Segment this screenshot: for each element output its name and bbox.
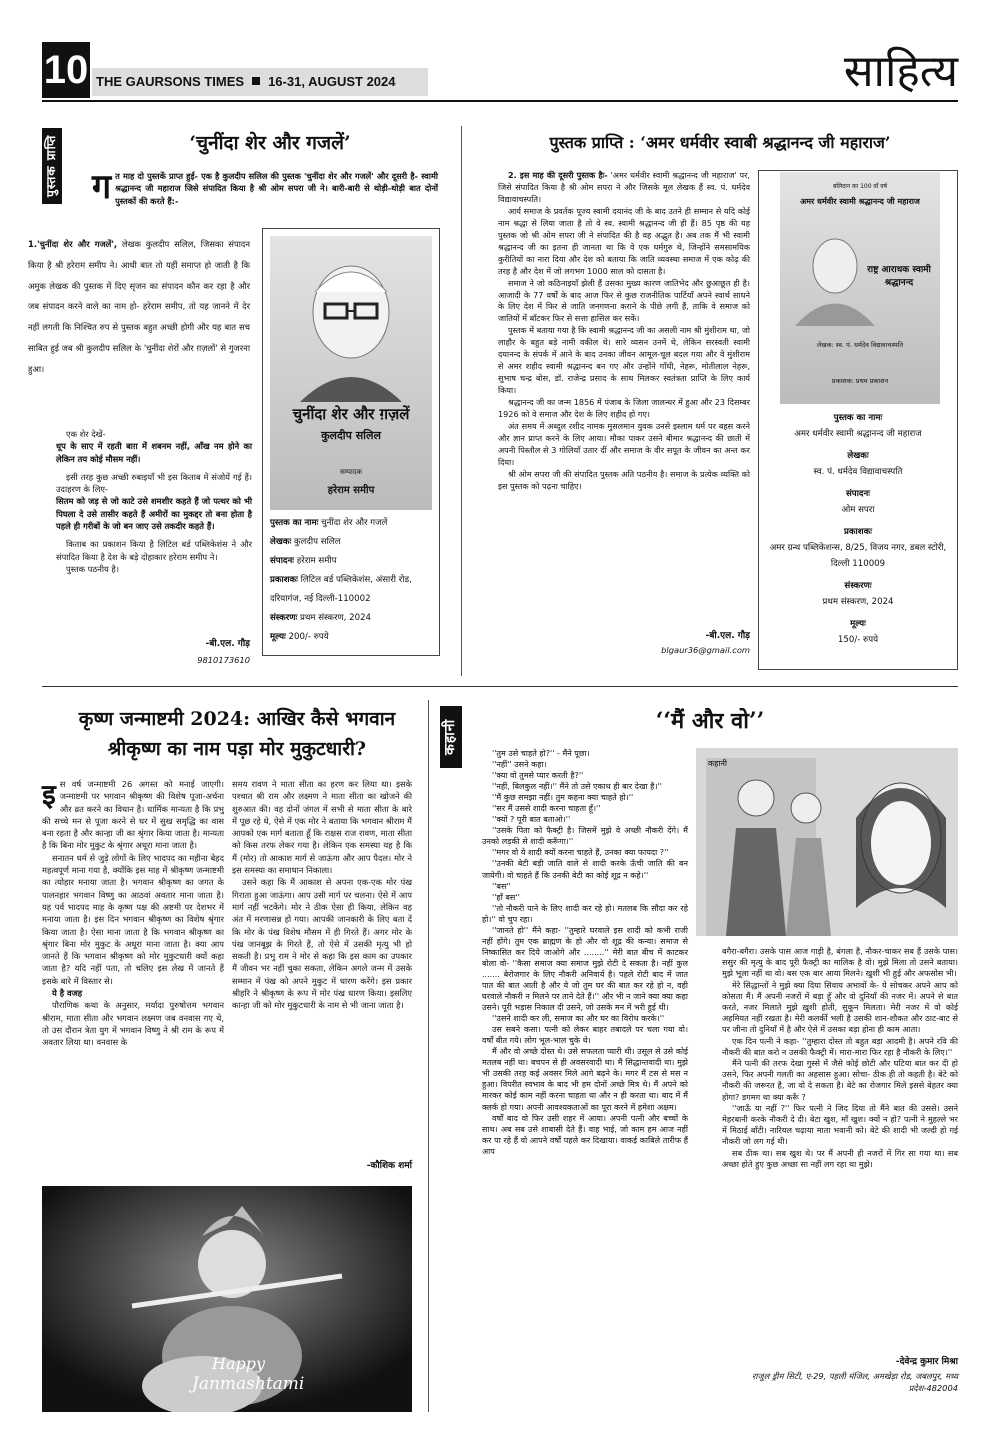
book1-verse2: सितम को जड़ से जो काटे उसे शमशीर कहते हैं जो पत्थर को भी पिघला दे उसे तासीर कहते हैं अमीरों का मुकद्दर तो बना होता है पहले ही गरीबों के जो बन जाए उसे तकदीर कहते हैं। — [56, 496, 252, 532]
book2-email: blgaur36@gmail.com — [661, 645, 750, 655]
story-col2-line: ''जाऊँ या नहीं ?'' फिर पत्नी ने जिद दिया तो मैंने बात की उससे। उसने मेहरबानी करके नौकरी दे दी। बेटा खुश, माँ खुश। क्यों न हो? पत्नी ने मुहल्ले भर में मिठाई बाँटी। नारियल चढ़ाया माता भवानी को। बेटे की शादी भी जल्दी हो गई नौकरी जो लग गई थी। — [722, 1102, 958, 1147]
story-col1-line: ''क्या वो तुमसे प्यार करती है?'' — [492, 771, 584, 781]
book1-intro — [92, 167, 438, 207]
book2-writer: स्व. पं. धर्मदेव विद्यावाचस्पति — [813, 467, 903, 477]
book2-para2: आर्य समाज के प्रवर्तक पूज्य स्वामी दयानंद जी के बाद उतने ही सम्मान से यदि कोई नाम श्रद्धा से लिया जाता है तो वे स्व. स्वामी श्रद्धानन्द जी ही हैं। 85 पृष्ठ की यह पुस्तक जो श्री ओम सपरा जी ने संपादित की है वह अद्भुत है। अब तक मैं भी स्वामी श्रद्धानन्द जी का इतना ही जानता था कि वे एक धर्मगुरु थे, जिन्होंने समसामयिक कुरीतियों का नारा दिया और देश को बताया कि जाति व्यवस्था समाज में एक कोढ़ की तरह है और देश में जो लगभग 1000 साल को दासता है। — [498, 205, 750, 276]
story-col1-line: ''बस'' — [492, 881, 511, 891]
book1-drop-cap: ग — [92, 167, 112, 207]
greeting-line2: Janmashtami — [192, 1374, 305, 1394]
book1-publisher: लिटिल बर्ड पब्लिकेशंस, अंसारी रोड, दरियागंज, नई दिल्ली-110002 — [270, 575, 412, 604]
book1-intro-text: त माह दो पुस्तकें प्राप्त हुईं- एक है कुलदीप सलिल की पुस्तक 'चुनींदा शेर और गजलें' और दूसरी है- स्वामी श्रद्धानन्द जी महाराज जिसे संपादित किया है श्री ओम सपरा जी ने। बारी-बारी से थोड़ी-थोड़ी बात दोनों पुस्तकों की करते हैं:- — [115, 171, 438, 206]
book1-cover-author: कुलदीप सलिल — [321, 429, 381, 442]
story-col2-line: मैंने पत्नी की तरफ देखा गुस्से में जैसे कोई छोटी और घटिया बात कर दी हो उसने, फिर अपनी गलती का अहसास हुआ। सोचा- ठीक ही तो कहती है। बेटे को नौकरी की जरूरत है, जा वो दे सकता है। बेटे का रोजगार मिले इससे बेहतर क्या होगा? डगमग था क्या करूँ ? — [722, 1058, 958, 1102]
story-col1-line: ''क्यों ? पूरी बात बताओ।'' — [492, 815, 571, 825]
book1-price: 200/- रुपये — [288, 632, 329, 642]
story-col1-line: ''उसने शादी कर ली, समाज का और घर का विरोध करके।'' — [492, 1014, 665, 1024]
book2-price-label: मूल्यः — [850, 619, 866, 629]
book2-author: -बी.एल. गौड़ — [705, 631, 750, 641]
book2-edition-label: संस्करणः — [844, 581, 872, 591]
krishna-col1-para3: पौराणिक कथा के अनुसार, मर्यादा पुरुषोत्तम भगवान श्रीराम, माता सीता और भगवान लक्ष्मण जब वनवास गए थे, तो उस दौरान त्रेता युग में भगवान विष्णु ने श्री राम के रूप में अवतार लिया था। वनवास के — [42, 1000, 224, 1048]
book2-publisher-label: प्रकाशकः — [844, 527, 872, 537]
story-col1-line: मैं और वो अच्छे दोस्त थे। उसे सफलता प्यारी थी। उसूल से उसे कोई मतलब नहीं था। बचपन से ही अवसरवादी था। मैं सिद्धान्तवादी था। मुझे भी उसकी तरह कई अवसर मिले आगे बढ़ने के। मगर मैं टस से मस न हुआ। विपरीत स्वभाव के बाद भी हम दोनों अच्छे मित्र थे। मैं अपने को मारकर कोई काम नहीं करना चाहता था और न ही करता था। बाद में मैं क्लर्क हो गया। अपनी आवश्यकताओं का पूरा करने में हमेशा अक्षम। — [482, 1047, 688, 1112]
book1-para1-text: लेखक कुलदीप सलिल, जिसका संपादन किया है श्री हरेराम समीप ने। आधी बात तो यहीं समाप्त हो जाती है कि अमुक लेखक की पुस्तक में दिए सृजन का संपादन कौन कर रहा है और जब संपादन करने वाले का नाम हो- हरेराम समीप, तो यह जानने में देर नहीं लगती कि निश्चित रुप से पुस्तक बहुत अच्छी होगी और यह बात सच साबित हुई जब श्री कुलदीप सलिल के 'चुनींदा शेरों और ग़ज़लों' से गुजरना हुआ। — [28, 239, 250, 374]
issue-date: 16-31, AUGUST 2024 — [268, 74, 396, 89]
book2-editor: ओम सपरा — [841, 505, 875, 515]
book1-para1-lead: 1.'चुनींदा शेर और गजलें', — [28, 239, 118, 249]
book1-publisher-label: प्रकाशकः — [270, 575, 298, 585]
book2-para1-text: 'अमर धर्मवीर स्वामी श्रद्धानन्द जी महाराज' पर, जिसे संपादित किया है श्री ओम सपरा ने और जिसके मूल लेखक हैं स्व. पं. धर्मदेव विद्यावाचस्पति। — [498, 170, 750, 204]
story-col1-line: ''नहीं, बिलकुल नहीं।'' मैंने तो उसे एकाध ही बार देखा है।'' — [492, 782, 662, 792]
book1-name: चुनींदा शेर और गजलें — [321, 518, 388, 528]
square-bullet-icon — [252, 77, 260, 85]
book1-cover — [270, 236, 432, 510]
book1-cover-title: चुनींदा शेर और ग़ज़लें — [292, 405, 410, 423]
story-col1-line: ''नहीं'' उसने कहा। — [492, 760, 547, 770]
story-col1-line: ''सर मैं उससे शादी करना चाहता हूँ।'' — [492, 804, 601, 814]
book2-para6: अंत समय में अब्दुल रशीद नामक मुसलमान युवक उनसे इस्लाम धर्म पर बहस करने और ज्ञान प्राप्त करने के लिए आया। मौका पाकर उसने बीमार श्रद्धानन्द की छाती में अपनी पिस्तौल से 3 गोलियाँ उतार दीं और समाज के वीर सपूत के जीवन का अन्त कर दिया। — [498, 421, 750, 467]
krishna-col1-para1: स वर्ष जन्माष्टमी 26 अगस्त को मनाई जाएगी। जन्माष्टमी पर भगवान श्रीकृष्ण की विशेष पूजा-अर्चना और व्रत करने का विधान है। धार्मिक मान्यता है कि प्रभु की सच्चे मन से पूजा करने से घर में सुख समृद्धि का वास बना रहता है और कान्हा जी का श्रृंगार किया जाता है। मान्यता है कि बिना मोर मुकुट के श्रृंगार अधूरा माना जाता है। — [42, 779, 224, 851]
book2-para7: श्री ओम सपरा जी की संपादित पुस्तक अति पठनीय है। समाज के प्रत्येक व्यक्ति को इस पुस्तक को पढ़ना चाहिए। — [498, 468, 750, 491]
krishna-title-line2: श्रीकृष्ण का नाम पड़ा मोर मुकुटधारी? — [107, 738, 367, 760]
krishna-title-line1: कृष्ण जन्माष्टमी 2024: आखिर कैसे भगवान — [78, 708, 396, 730]
book2-para4: पुस्तक में बताया गया है कि स्वामी श्रद्धानन्द जी का असली नाम श्री मुंशीराम था, जो लाहौर के बहुत बड़े नामी वकील थे। सारे व्यसन उनमें थे, लेकिन सरस्वती स्वामी दयानन्द के संपर्क में आने के बाद उनका जीवन आमूल-चूल बदल गया और वे मुंशीराम से अमर शहीद स्वामी श्रद्धानन्द बन गए और उन्होंने गाँधी, नेहरू, मोतीलाल नेहरू, सुभाष चन्द्र बोस, डॉ. राजेन्द्र प्रसाद के साथ मिलकर स्वतंत्रता प्राप्ति के लिए कार्य किया। — [498, 325, 750, 396]
story-col2-line: एक दिन पत्नी ने कहा- ''तुम्हारा दोस्त तो बहुत बड़ा आदमी है। अपने रवि की नौकरी की बात करो न उसकी फैक्ट्री में। मारा-मारा फिर रहा है नौकरी के लिए।'' — [722, 1035, 958, 1057]
story-col2 — [722, 946, 958, 1170]
book1-edition-label: संस्करणः — [270, 613, 298, 623]
book1-title: ‘चुनींदा शेर और गजलें’ — [189, 132, 351, 154]
book2-cover-top: बलिदान का 100 वाँ वर्ष — [832, 183, 888, 190]
krishna-subheading: ये है वजह — [52, 988, 83, 999]
book2-name: अमर धर्मवीर स्वामी श्रद्धानन्द जी महाराज — [794, 429, 922, 439]
story-col2-line: बगैरा-बगैरा। उसके पास आज गाड़ी है, बंगला है, नौकर-चाकर सब हैं उसके पास। ससुर की मृत्यु के बाद पूरी फैक्ट्री का मालिक है वो। मुझे मिला तो उसने बताया। मुझे भूला नहीं था वो। बस एक बार आया मिलने। खुशी भी हुई और अफसोस भी। — [722, 946, 958, 979]
krishna-author: -कौशिक शर्मा — [366, 1161, 412, 1171]
book1-name-label: पुस्तक का नामः — [270, 518, 319, 528]
paper-name: THE GAURSONS TIMES — [96, 74, 245, 89]
book1-verse1: धूप के साए में रहती बाग़ में शबनम नहीं, आँख नम होने का लेकिन तय कोई मौसम नहीं। — [56, 441, 252, 464]
book2-body — [498, 170, 750, 493]
story-col1-line: ''तुम उसे चाहते हो?'' - मैंने पूछा। — [492, 749, 590, 758]
book2-cover-writer: लेखक: स्व. पं. धर्मदेव विद्यावाचस्पति — [816, 341, 904, 349]
krishna-title — [42, 704, 432, 764]
krishna-col2-para2: उसने कहा कि मैं आकाश से अपना एक-एक मोर पंख गिराता हुआ जाऊंगा। आप उसी मार्ग पर चलना। ऐसे में आप मार्ग नहीं भटकेंगे। मोर ने ठीक ऐसा ही किया, लेकिन वह अंत में मरणासन्न हो गया। आपकी जानकारी के लिए बता दें कि मोर के पंख विशेष मौसम में ही गिरते हैं। अगर मोर के पंख जानबूझ के गिरते हैं, तो ऐसे में उसकी मृत्यु भी हो सकती है। प्रभु राम ने मोर से कहा कि इस काम का उपकार मैं जीवन भर नहीं चुका सकता, लेकिन अगले जन्म में उसके सम्मान में पंख को अपने मुकुट में धारण करेंगे। इस प्रकार श्रीहरि ने श्रीकृष्ण के रूप में मोर पंख धारण किया। इसलिए कान्हा जी को मोर मुकुटधारी के नाम से भी जाना जाता है। — [232, 877, 412, 1011]
book1-rest — [56, 428, 252, 575]
krishna-col2 — [232, 778, 412, 1012]
book1-price-label: मूल्यः — [270, 632, 286, 642]
book2-title: पुस्तक प्राप्ति : ‘अमर धर्मवीर स्वाबी श्रद्धानन्द जी महाराज’ — [549, 133, 891, 152]
book2-editor-label: संपादनः — [846, 489, 870, 499]
krishna-col1-para2: सनातन धर्म से जुड़े लोगों के लिए भादपद का महीना बेहद महत्वपूर्ण माना गया है, क्योंकि इस माह में श्रीकृष्ण जन्माष्टमी का त्योहार मनाया जाता है। भगवान श्रीकृष्ण का जगत के पालनहार भगवान विष्णु का आठवां अवतार माना जाता है। यह पर्व भादपद माह के कृष्ण पक्ष की अष्टमी पर देशभर में मनाया जाता है। इस दिन भगवान श्रीकृष्ण का विशेष श्रृंगार किया जाता है। ऐसा माना जाता है कि भगवान श्रीकृष्ण का श्रृंगार बिना मोर मुकुट के अधूरा माना जाता है। क्या आप जानते हैं कि भगवान श्रीकृष्ण को मोर मुकुटधारी क्यों कहा जाता है? यदि नहीं पता, तो चलिए इस लेख में जानते हैं इसके बारे में विस्तार से। — [42, 852, 224, 986]
story-col1-line: ''उसके पिता को फैक्ट्री है। जिसमें मुझे वे अच्छी नौकरी देंगे। मैं उनको लड़की से शादी करूँगा।'' — [482, 826, 688, 847]
story-col1-line: ''मैं कुछ समझा नहीं। तुम कहना क्या चाहते हो।'' — [492, 793, 634, 803]
book2-cover-title: अमर धर्मवीर स्वामी श्रद्धानन्द जी महाराज — [800, 196, 920, 206]
book1-phone: 9810173610 — [197, 655, 250, 665]
story-col1-line: ''जानते हो'' मैंने कहा- ''तुम्हारे घरवाले इस शादी को कभी राजी नहीं होंगे। तुम एक ब्राह्मण के हो और वो शूद्र की कन्या। समाज से निष्कासित कर दिये जाओगे और ........'' मेरी बात बीच में काटकर बोला वो- ''कैसा समाज क्या समाज मुझे रोटी दे सकता है। नहीं कुल ....... बेरोजगार के लिए नौकरी अनिवार्य है। पहले रोटी बाद में जात पात की बात आती है और ये जो तुम घर की बात कर रहे हो न, वही घरवाले नौकरी न मिलने पर ताने देते हैं।'' और भी न जाने क्या क्या कहा उसने। पूरी भड़ास निकाल दी उसने, जो उसके मन में भरी हुई थी। — [482, 925, 688, 1013]
krishna-col2-para1: समय रावण ने माता सीता का हरण कर लिया था। इसके पश्चात श्री राम और लक्ष्मण ने माता सीता का खोजने की शुरुआत की। वह दोनों जंगल में सभी से माता सीता के बारे में पूछ रहे थे, ऐसे में एक मोर ने बताया कि भगवान श्रीराम मैं आपको एक मार्ग बताता हूँ कि राक्षस राज रावण, माता सीता को किस तरफ लेकर गया है। लेकिन एक समस्या यह है कि मैं (मोर) तो आकाश मार्ग से जाऊंगा और आप पैदल। मोर ने इस समस्या का समाधान निकाला। — [232, 779, 412, 876]
book1-cover-editor-label: सम्पादक — [340, 468, 362, 476]
book2-name-label: पुस्तक का नामः — [833, 413, 883, 423]
book1-para3: इसी तरह कुछ अच्छी रुबाइयाँ भी इस किताब में संजोयें गई हैं। उदाहरण के लिए- — [56, 471, 252, 495]
book1-author: -बी.एल. गौड़ — [205, 639, 250, 649]
column-divider-2 — [428, 700, 429, 1412]
story-col1-line: ''उनकी बेटी बड़ी जाति वाले से शादी करके ऊँची जाति की बन जायेगी। वो चाहते हैं कि उनकी बेटी का कोई शूद्र न कहे।'' — [482, 859, 688, 880]
section-rule — [42, 686, 958, 687]
story-title: ‘‘मैं और वो’’ — [655, 708, 765, 734]
janmashtami-image — [42, 1186, 412, 1412]
story-author: -देवेन्द्र कुमार मिश्रा — [895, 1357, 958, 1367]
book2-cover — [780, 172, 940, 404]
story-illustration — [696, 748, 958, 936]
book1-edition: प्रथम संस्करण, 2024 — [299, 613, 372, 623]
page-number: 10 — [42, 42, 90, 98]
book2-info — [764, 410, 952, 648]
header-rule — [42, 100, 958, 102]
section-title: साहित्य — [843, 46, 958, 97]
book2-cover-sub: राष्ट्र आराधक स्वामी श्रद्धानन्द — [867, 265, 931, 288]
book2-writer-label: लेखकः — [847, 451, 869, 461]
story-col1-line: ''मगर वो ये शादी क्यों करना चाहते हैं, उनका क्या फायदा ?'' — [492, 848, 669, 858]
book2-cover-publisher: प्रकाशक: प्रथम प्रकाशन — [831, 377, 889, 385]
krishna-col1 — [42, 778, 224, 1049]
story-side-label: कहानी — [440, 706, 462, 768]
story-col2-line: सब ठीक था। सब खुश थे। पर मैं अपनी ही नजरों में गिर सा गया था। सब अच्छा होते हुए कुछ अच्छा सा नहीं लग रहा था मुझे। — [722, 1147, 958, 1169]
story-col1-line: ''तो नौकरी पाने के लिए शादी कर रहे हो। मतलब कि सौदा कर रहे हो।'' वो चुप रहा। — [482, 903, 688, 924]
krishna-drop-cap: इ — [42, 778, 56, 811]
book1-info — [270, 514, 434, 647]
book2-publisher: अमर ग्रन्थ पब्लिकेशन्स, 8/25, विजय नगर, डबल स्टोरी, दिल्ली 110009 — [769, 543, 947, 569]
book1-para4: किताब का प्रकाशन किया है लिटिल बर्ड पब्लिकेशंस ने और संपादित किया है देश के बड़े दोहाकार हरेराम समीप ने। — [56, 539, 252, 562]
book1-para2: एक शेर देखें- — [66, 429, 106, 439]
book2-para3: समाज ने जो कठिनाइयाँ झेली हैं उसका मुख्य कारण जातिभेद और छुआछूत ही है। आजादी के 77 वर्षों के बाद आज फिर से कुछ राजनीतिक पार्टियाँ अपने स्वार्थ साधने के लिए देश में फिर से जाति जनगणना कराने के पीछे लगी हैं, ताकि वे समाज को जातियों में बाँटकर फिर से सत्ता हासिल कर सकें। — [498, 277, 750, 324]
book1-writer-label: लेखकः — [270, 537, 292, 547]
book2-para5: श्रद्धानन्द जी का जन्म 1856 में पंजाब के जिला जालन्धर में हुआ और 23 दिसम्बर 1926 को वे समाज और देश के लिए शहीद हो गए। — [498, 397, 750, 420]
book1-cover-editor: हरेराम समीप — [327, 485, 375, 496]
story-col1-line: ''हाँ बस'' — [492, 892, 520, 902]
story-col2-line: मेरे सिद्धान्तों ने मुझे क्या दिया सिवाय अभावों के- ये सोचकर अपने आप को कोसता मैं। मैं अपनी नजरों में बड़ा हूँ और वो दुनियाँ की नजर में। अपने से बात करते, नजर मिलाते मुझे ख़ुशी होती, सुकून मिलता। मेरी नजर में वो कोई अहमियत नहीं रखता है। मेरी कलर्की भली है उसकी शान-शौकत और ठाट-बाट से पर जीना तो दुनियाँ में है और ऐसे में उसका बड़ा होना ही काम आता। — [722, 979, 958, 1035]
column-divider — [461, 126, 462, 676]
illustration-label: कहानी — [708, 759, 727, 768]
book1-writer: कुलदीप सलिल — [293, 537, 341, 547]
story-address: राजुल ड्रीम सिटी, ए-29, पहली मंजिल, अमखेड़ा रोड, जबलपुर, मध्य प्रदेश-482004 — [752, 1371, 958, 1394]
masthead — [92, 68, 428, 96]
story-col1 — [482, 748, 688, 1157]
book2-price: 150/- रुपये — [837, 635, 879, 645]
book2-edition: प्रथम संस्करण, 2024 — [822, 597, 894, 607]
author-portrait-icon — [270, 242, 432, 402]
book1-para1 — [28, 234, 250, 380]
story-col1-line: उस सबने कसा। पत्नी को लेकर बाहर तबादले पर चला गया वो। वर्षों बीत गये। लोग भूल-भाल चुके थे। — [482, 1025, 688, 1046]
book2-para1-lead: 2. इस माह की दूसरी पुस्तक हैः- — [508, 170, 608, 180]
book1-side-label: पुस्तक प्राप्ति — [42, 128, 62, 204]
couple-illustration-icon — [696, 748, 958, 936]
book1-para5: पुस्तक पठनीय है। — [66, 563, 119, 574]
book1-editor-label: संपादनः — [270, 556, 294, 566]
story-col1-line: वर्षों बाद वो फिर उसी शहर में आया। अपनी पत्नी और बच्चों के साथ। अब सब उसे शाबासी देते हैं। वाह भाई, जो काम हम आज नहीं कर पा रहे हैं वो आपने वर्षों पहले कर दिखाया। वाकई काबिले तारीफ हैं आप — [482, 1113, 688, 1156]
greeting-line1: Happy — [212, 1354, 266, 1373]
book1-editor: हरेराम समीप — [296, 556, 337, 566]
